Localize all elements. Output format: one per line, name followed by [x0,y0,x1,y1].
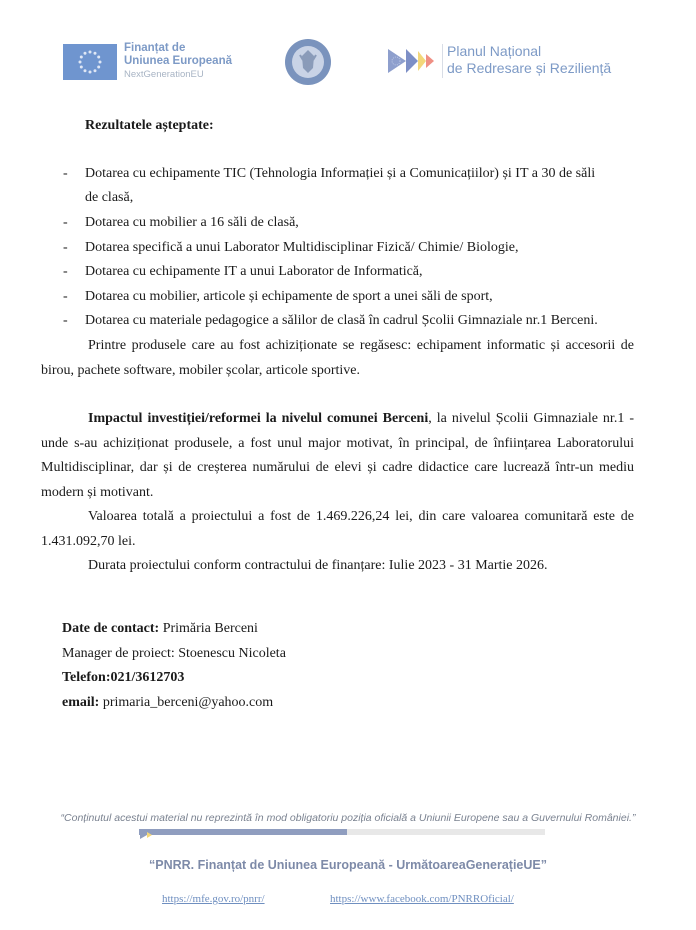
list-bullet: - [63,166,68,181]
list-item: Dotarea cu echipamente TIC (Tehnologia Informației și a Comunicațiilor) și IT a 30 de săli [85,166,596,181]
footer-slogan: “PNRR. Finanțat de Uniunea Europeană - UrmătoareaGenerațieUE” [148,858,547,872]
footer-disclaimer: “Conținutul acestui material nu reprezintă în mod obligatoriu poziția oficială a Uniunii Europene sau a Guvernului României.” [60,812,636,824]
email-value[interactable]: primaria_berceni@yahoo.com [99,695,274,710]
eu-funding-logo-text [124,42,232,81]
phone-number: Telefon:021/3612703 [62,670,185,685]
eu-logo-line3: NextGenerationEU [124,69,204,80]
logo-divider [442,44,443,78]
duration-paragraph [41,554,634,579]
list-item-continuation: de clasă, [85,190,134,205]
list-bullet: - [63,264,68,279]
pnrr-logo-text [447,43,611,77]
pnrr-logo-line1: Planul Național [447,43,542,59]
footer-decorative-bar [139,829,545,835]
products-paragraph [41,334,634,383]
list-bullet: - [63,313,68,328]
value-text: Valoarea totală a proiectului a fost de 1.469.226,24 lei, din care valoarea comunitară este de 1.431.092,70 lei. [41,509,634,549]
impact-text: , la nivelul Școlii Gimnaziale nr.1 - unde s-au achiziționat produsele, a fost unul major motivat, în principal, de înființarea Laboratorului Multidisciplinar, dar și de creșterea numărului de elevi și cadre didactice care lucrează într-un mediu modern și motivant. [41,411,634,500]
email-line [62,691,273,716]
project-manager: Manager de proiect: Stoenescu Nicoleta [62,646,286,661]
list-item: Dotarea cu mobilier, articole și echipamente de sport a unei săli de sport, [85,289,493,304]
facebook-link[interactable]: https://www.facebook.com/PNRROficial/ [330,893,514,905]
results-heading: Rezultatele așteptate: [85,118,214,133]
list-bullet: - [63,289,68,304]
list-item: Dotarea cu echipamente IT a unui Laborator de Informatică, [85,264,423,279]
footer-bar-fill [139,829,347,835]
list-item: Dotarea cu materiale pedagogice a sălilor de clasă în cadrul Școlii Gimnaziale nr.1 Berceni. [85,313,598,328]
eu-logo-line1: Finanțat de [124,42,186,54]
pnrr-arrows-icon [388,45,438,77]
list-bullet: - [63,240,68,255]
list-item: Dotarea specifică a unui Laborator Multidisciplinar Fizică/ Chimie/ Biologie, [85,240,519,255]
romanian-government-seal-icon [284,38,332,86]
footer-arrow-icon [140,827,160,837]
pnrr-logo-line2: de Redresare și Reziliență [447,60,612,76]
value-paragraph [41,505,634,554]
contact-label: Date de contact: [62,621,160,636]
list-bullet: - [63,215,68,230]
impact-bold-text: Impactul investiției/reformei la nivelul comunei Berceni [88,411,429,426]
contact-value: Primăria Berceni [159,621,258,636]
impact-paragraph [41,407,634,505]
contact-line [62,617,258,642]
list-item: Dotarea cu mobilier a 16 săli de clasă, [85,215,299,230]
email-label: email: [62,695,100,710]
duration-text: Durata proiectului conform contractului de finanțare: Iulie 2023 - 31 Martie 2026. [88,558,548,573]
products-text: Printre produsele care au fost achiziționate se regăsesc: echipament informatic și accesorii de birou, pachete software, mobiler școlar, articole sportive. [41,338,634,378]
eu-logo-line2: Uniunea Europeană [124,55,232,67]
eu-flag-icon [63,44,117,80]
mfe-link[interactable]: https://mfe.gov.ro/pnrr/ [162,893,265,905]
